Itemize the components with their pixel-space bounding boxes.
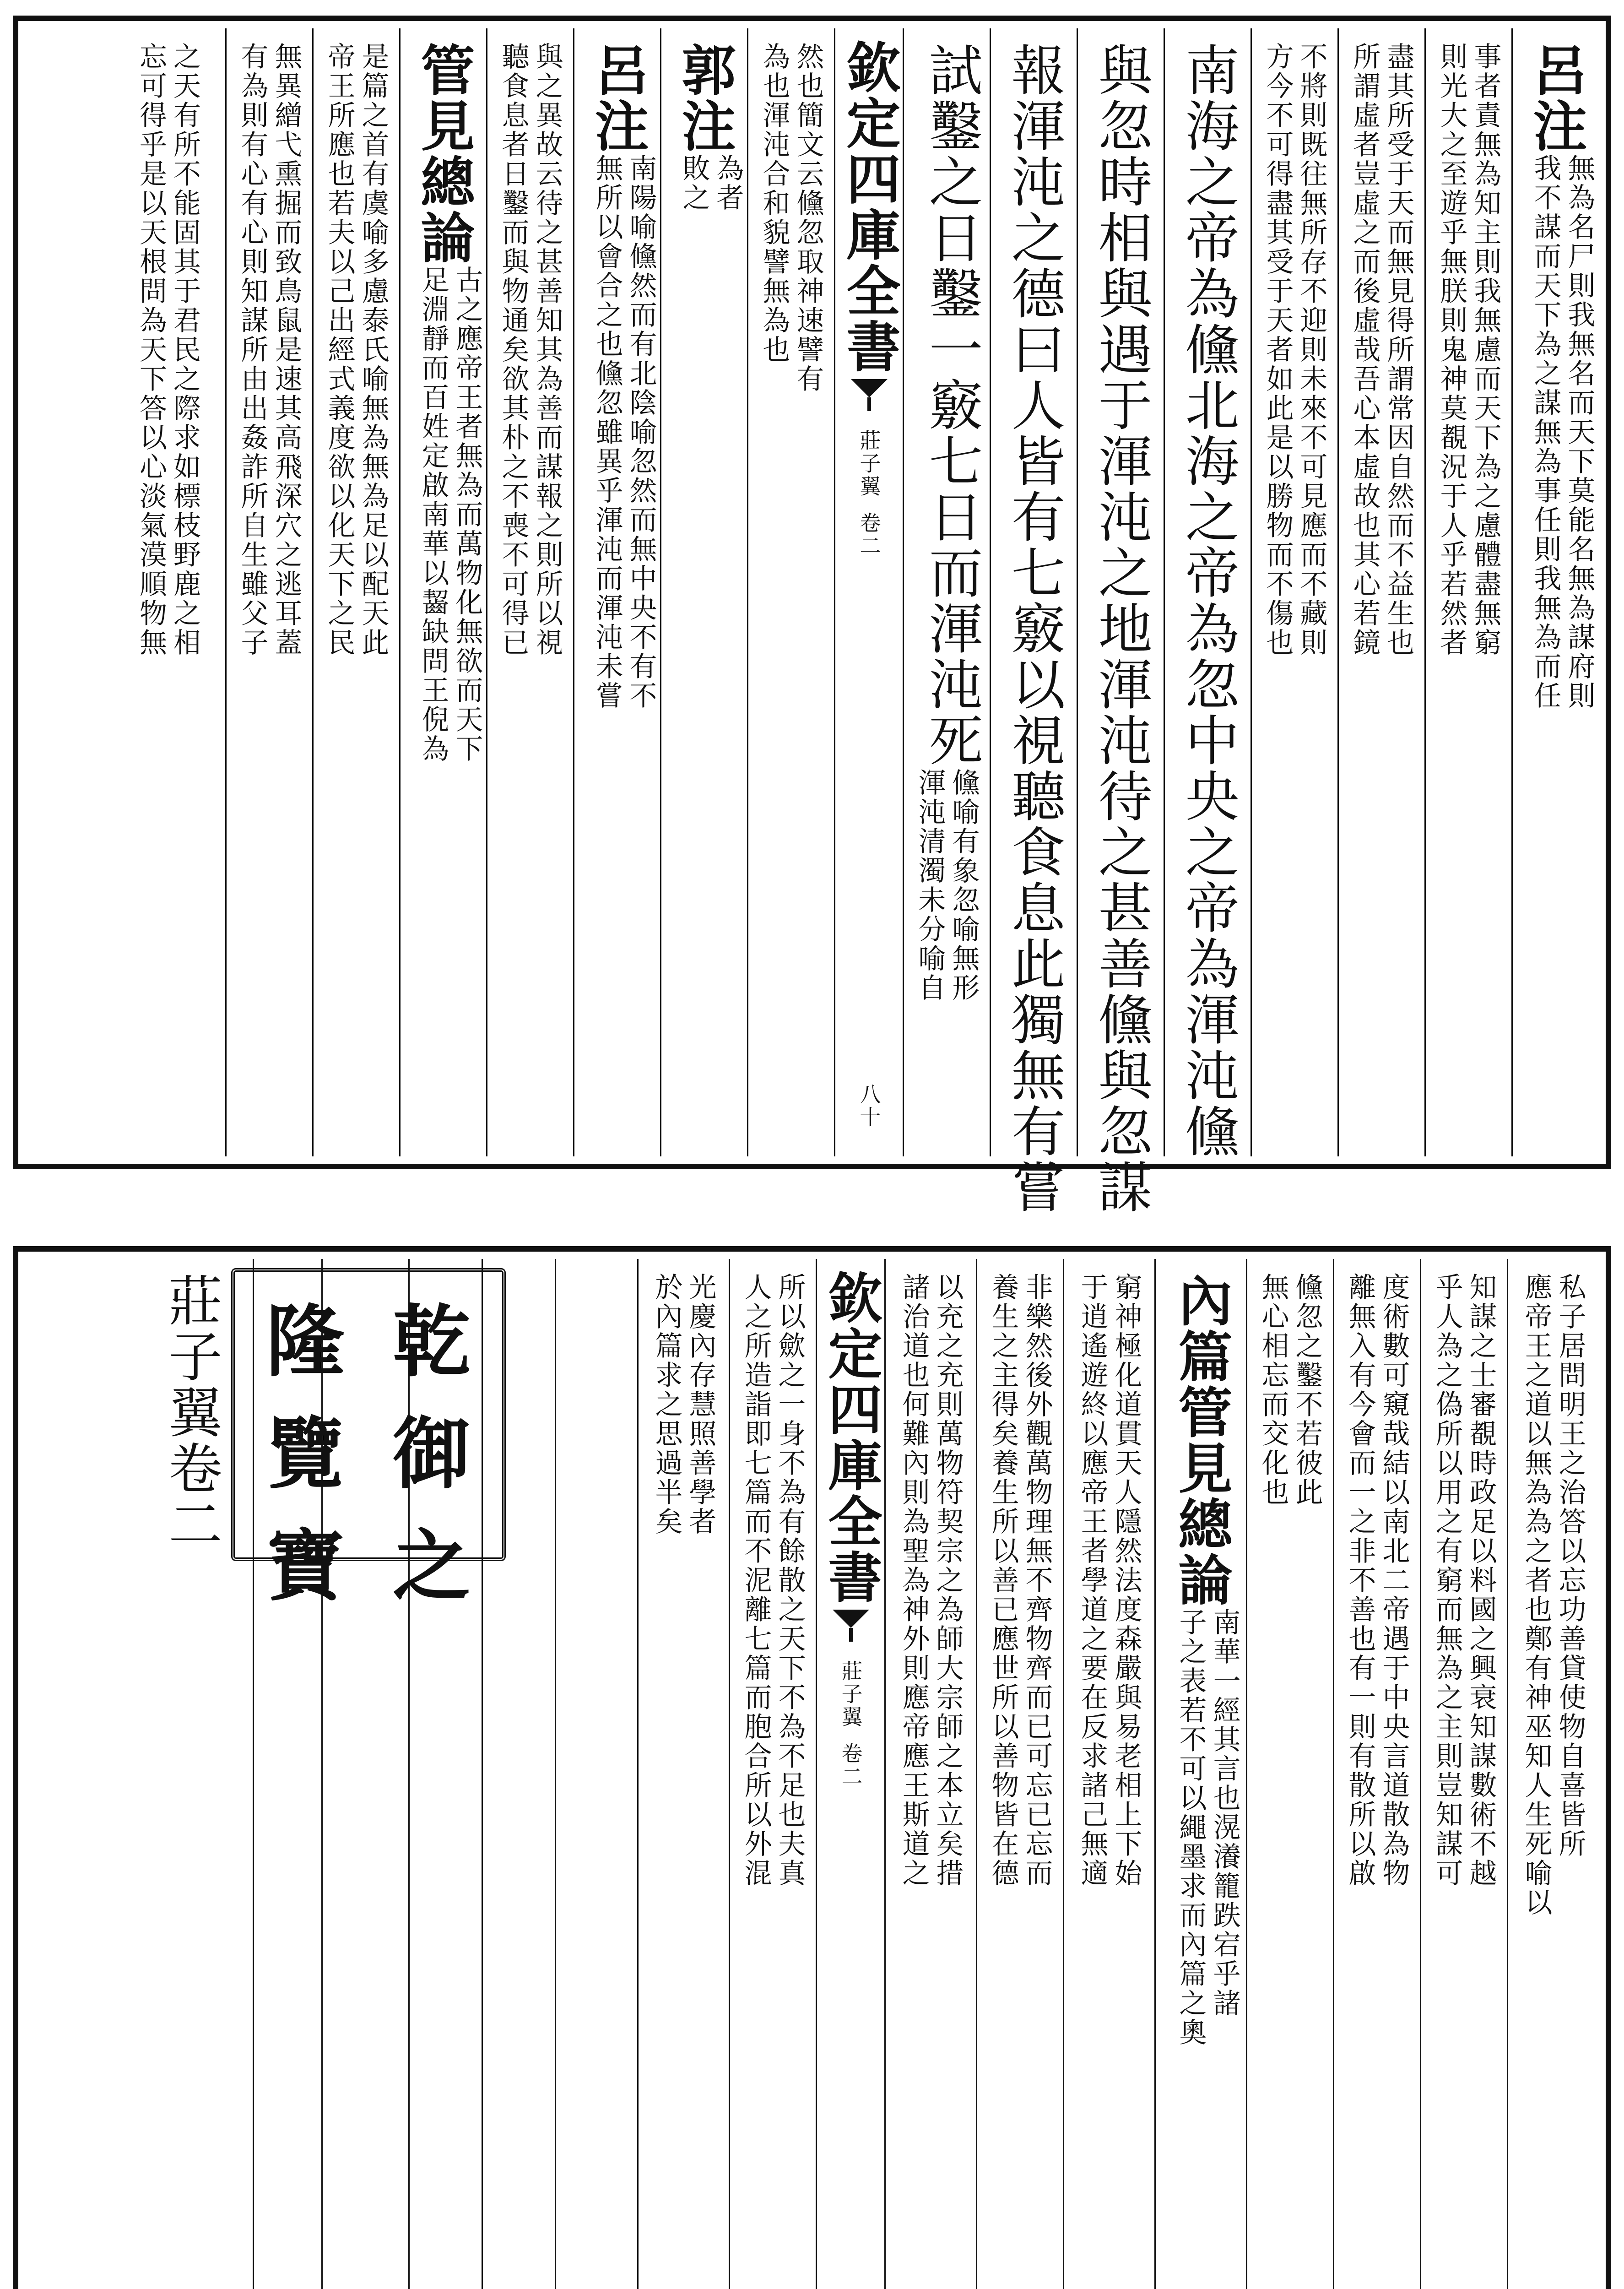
seal-character: 隆 [266, 1296, 344, 1388]
column-text [405, 42, 482, 1156]
commentary-line: 敗之 [678, 154, 710, 212]
text-column [729, 1259, 816, 2289]
text-column [1511, 28, 1598, 1156]
commentary-line: 則光大之至遊乎無朕則鬼神莫覩況于人乎若然者 [1435, 42, 1468, 657]
seal-character: 覽 [266, 1408, 344, 1500]
text-column [660, 28, 747, 1156]
commentary-line: 我不謀而天下為之謀無為事任則我無為而任 [1529, 154, 1562, 711]
text-column [225, 28, 312, 1156]
blank-column [555, 1259, 637, 2289]
text-column [111, 28, 225, 1156]
text-column [1077, 28, 1164, 1215]
text-column [990, 28, 1077, 1215]
commentary-line: 有為則有心有心則知謀所由出姦詐所自生雖父子 [236, 42, 269, 657]
commentary-double-line [418, 266, 482, 764]
commentary-double-line [136, 42, 200, 657]
commentary-double-line [1077, 1273, 1142, 1888]
column-text [666, 42, 743, 1156]
center-book-name: 莊子翼 [838, 1660, 863, 1729]
text-column [573, 28, 660, 1156]
commentary-line: 於內篇求之思過半矣 [650, 1273, 683, 1536]
text-column [747, 28, 834, 1156]
commentary-line: 忘可得乎是以天根問為天下答以心淡氣漠順物無 [135, 42, 167, 657]
commentary-heading: 郭注 [672, 42, 736, 154]
column-text [1089, 42, 1153, 1215]
center-title: 欽定四庫全書 [819, 1270, 883, 1605]
commentary-line: 無所以會合之也儵忽雖異乎渾沌而渾沌未嘗 [591, 154, 623, 711]
main-text: 試鑿之日鑿一竅七日而渾沌死 [920, 42, 983, 768]
commentary-line: 以充之充則萬物符契宗之為師大宗師之本立矣措 [931, 1273, 964, 1888]
column-text [1432, 1273, 1496, 2289]
text-column [1420, 1259, 1507, 2289]
column-text [1517, 42, 1595, 1156]
commentary-line: 南陽喻儵然而有北陰喻忽然而無中央不有不 [625, 154, 657, 711]
commentary-line: 之天有所不能固其于君民之際求如標枝野鹿之相 [169, 42, 201, 657]
main-text: 報渾沌之德曰人皆有七竅以視聽食息此獨無有嘗 [1002, 42, 1066, 1215]
column-text [579, 42, 656, 1156]
center-book-name: 莊子翼 [856, 429, 882, 498]
commentary-line: 所謂虛者豈虛之而後虛哉吾心本虛故也其心若鏡 [1348, 42, 1381, 657]
column-text [325, 42, 389, 1156]
commentary-double-line [988, 1273, 1052, 1888]
commentary-line: 無心相忘而交化也 [1257, 1273, 1289, 1507]
column-text [759, 42, 823, 1156]
column-text [1077, 1273, 1142, 2289]
commentary-double-line [759, 42, 823, 394]
commentary-line: 為也渾沌合和貌譬無為也 [758, 42, 790, 364]
seal-character: 之 [392, 1520, 471, 1612]
commentary-double-line [741, 1273, 805, 1888]
commentary-line: 窮神極化道貫天人隱然法度森嚴與易老相上下始 [1110, 1273, 1142, 1888]
commentary-double-line [238, 42, 302, 657]
commentary-double-line [325, 42, 389, 657]
text-column [312, 28, 399, 1156]
column-text [741, 1273, 805, 2289]
commentary-line: 儵喻有象忽喻無形 [947, 768, 980, 1003]
fish-tail-mark [851, 379, 888, 411]
column-text [159, 1273, 223, 2289]
bottom-page [13, 1246, 1611, 2289]
seal-character: 御 [392, 1408, 471, 1500]
commentary-double-line [915, 768, 979, 1003]
commentary-line: 知謀之士審覩時政足以料國之興衰知謀數術不越 [1465, 1273, 1497, 1888]
blank-column [253, 1259, 321, 2289]
column-text [136, 42, 200, 1156]
commentary-double-line [652, 1273, 716, 1536]
commentary-line: 古之應帝王者無為而萬物化無欲而天下 [451, 266, 483, 764]
commentary-heading: 管見總論 [411, 42, 476, 266]
text-column [903, 28, 990, 1156]
commentary-double-line [1437, 42, 1501, 657]
commentary-line: 事者責無為知主則我無慮而天下為之慮體盡無窮 [1469, 42, 1502, 657]
text-column [1250, 28, 1337, 1156]
commentary-line: 私子居問明王之治答以忘功善貸使物自喜皆所 [1554, 1273, 1586, 1859]
commentary-line: 光慶內存慧照善學者 [684, 1273, 717, 1536]
text-column [399, 28, 486, 1156]
commentary-double-line [1350, 42, 1414, 657]
commentary-line: 應帝王之道以無為為之者也鄭有神巫知人生死喻以 [1520, 1273, 1553, 1917]
seal-column [266, 1259, 471, 2289]
text-column [486, 28, 573, 1156]
column-text [1437, 42, 1501, 1156]
center-fold-column [816, 1259, 884, 2289]
commentary-double-line [1176, 1608, 1240, 2047]
text-column [1337, 28, 1424, 1156]
text-column [976, 1259, 1063, 2289]
center-page-number: 八十 [856, 1083, 882, 1129]
commentary-line: 為者 [712, 154, 744, 212]
commentary-double-line [1432, 1273, 1496, 1888]
commentary-double-line [1258, 1273, 1322, 1507]
center-volume: 卷二 [838, 1742, 863, 1788]
commentary-line: 聽食息者日鑿而與物通矣欲其朴之不喪不可得已 [497, 42, 530, 657]
column-text [1345, 1273, 1409, 2289]
commentary-line: 與之異故云待之甚善知其為善而謀報之則所以視 [531, 42, 563, 657]
top-columns [26, 28, 1598, 1215]
commentary-line: 所以歛之一身不為有餘散之天下不為不足也夫真 [774, 1273, 806, 1888]
seal-character: 乾 [392, 1296, 471, 1388]
commentary-line: 帝王所應也若夫以己出經式義度欲以化天下之民 [323, 42, 356, 657]
text-column [1507, 1259, 1598, 2289]
column-text [1162, 1273, 1240, 2289]
commentary-line: 度術數可窺哉結以南北二帝遇于中央言道散為物 [1378, 1273, 1410, 1888]
commentary-double-line [1263, 42, 1327, 657]
text-column [1164, 28, 1250, 1159]
commentary-heading: 呂注 [1524, 42, 1588, 154]
commentary-line: 非樂然後外觀萬物理無不齊物齊而已可忘已忘而 [1021, 1273, 1053, 1888]
main-text: 南海之帝為儵北海之帝為忽中央之帝為渾沌儵 [1176, 42, 1240, 1159]
commentary-line: 子之表若不可以繩墨求而內篇之奧 [1175, 1608, 1207, 2047]
fish-tail-mark [833, 1610, 869, 1642]
commentary-line: 人之所造詣即七篇而不泥離七篇而胞合所以外混 [740, 1273, 772, 1888]
commentary-double-line [498, 42, 563, 657]
commentary-line: 足淵靜而百姓定啟南華以齧缺問王倪為 [417, 266, 449, 764]
center-title: 欽定四庫全書 [837, 39, 901, 374]
commentary-double-line [592, 154, 656, 711]
text-column [1333, 1259, 1420, 2289]
commentary-line: 養生之主得矣養生所以善已應世所以善物皆在德 [987, 1273, 1019, 1888]
main-text: 與忽時相與遇于渾沌之地渾沌待之甚善儵與忽謀 [1089, 42, 1153, 1215]
column-text [1263, 42, 1327, 1156]
text-column [1246, 1259, 1333, 2289]
commentary-double-line [1521, 1273, 1586, 1917]
text-column [1154, 1259, 1246, 2289]
commentary-line: 是篇之首有虞喻多慮泰氏喻無為無為足以配天此 [357, 42, 390, 657]
center-fold-column [834, 28, 903, 1156]
center-volume: 卷二 [856, 512, 882, 558]
column-text [988, 1273, 1052, 2289]
seal-character: 寶 [266, 1520, 344, 1612]
column-text [1350, 42, 1414, 1156]
column-text [498, 42, 563, 1156]
commentary-line: 儵忽之鑿不若彼此 [1291, 1273, 1323, 1507]
commentary-line: 不將則既往無所存不迎則未來不可見應而不藏則 [1295, 42, 1328, 657]
column-text [652, 1273, 716, 2289]
column-text [1521, 1273, 1586, 2289]
main-text: 莊子翼卷二 [159, 1273, 223, 1552]
commentary-line: 南華一經其言也滉瀁籠跌宕乎諸 [1208, 1608, 1241, 2018]
text-column [637, 1259, 729, 2289]
commentary-line: 渾沌清濁未分喻自 [914, 768, 946, 1003]
column-text [1002, 42, 1066, 1215]
commentary-heading: 內篇管見總論 [1169, 1273, 1233, 1608]
commentary-double-line [679, 154, 743, 212]
text-column [1063, 1259, 1154, 2289]
text-column [884, 1259, 976, 2289]
column-text [1258, 1273, 1322, 2289]
column-text [914, 42, 983, 1156]
commentary-line: 諸治道也何難內則為聖為神外則應帝應王斯道之 [898, 1273, 930, 1888]
commentary-line: 離無入有今會而一之非不善也有一則有散所以啟 [1344, 1273, 1376, 1888]
commentary-heading: 呂注 [585, 42, 650, 154]
bottom-columns [26, 1259, 1598, 2289]
commentary-line: 無為名尸則我無名而天下莫能名無為謀府則 [1563, 154, 1596, 711]
commentary-double-line [899, 1273, 963, 1888]
column-text [238, 42, 302, 1156]
commentary-line: 無異繒弋熏掘而致鳥鼠是速其高飛深穴之逃耳蓋 [270, 42, 303, 657]
top-page [13, 16, 1611, 1215]
commentary-line: 然也簡文云儵忽取神速譬有 [792, 42, 824, 394]
text-column [129, 1259, 253, 2289]
column-text [1176, 42, 1240, 1159]
commentary-line: 于逍遙遊終以應帝王者學道之要在反求諸己無適 [1076, 1273, 1109, 1888]
commentary-line: 方今不可得盡其受于天者如此是以勝物而不傷也 [1261, 42, 1294, 657]
commentary-double-line [1345, 1273, 1409, 1888]
commentary-line: 盡其所受于天而無見得所謂常因自然而不益生也 [1382, 42, 1415, 657]
commentary-line: 乎人為之偽所以用之有窮而無為之主則豈知謀可 [1431, 1273, 1463, 1888]
commentary-double-line [1531, 154, 1595, 711]
text-column [1424, 28, 1511, 1156]
column-text [899, 1273, 963, 2289]
